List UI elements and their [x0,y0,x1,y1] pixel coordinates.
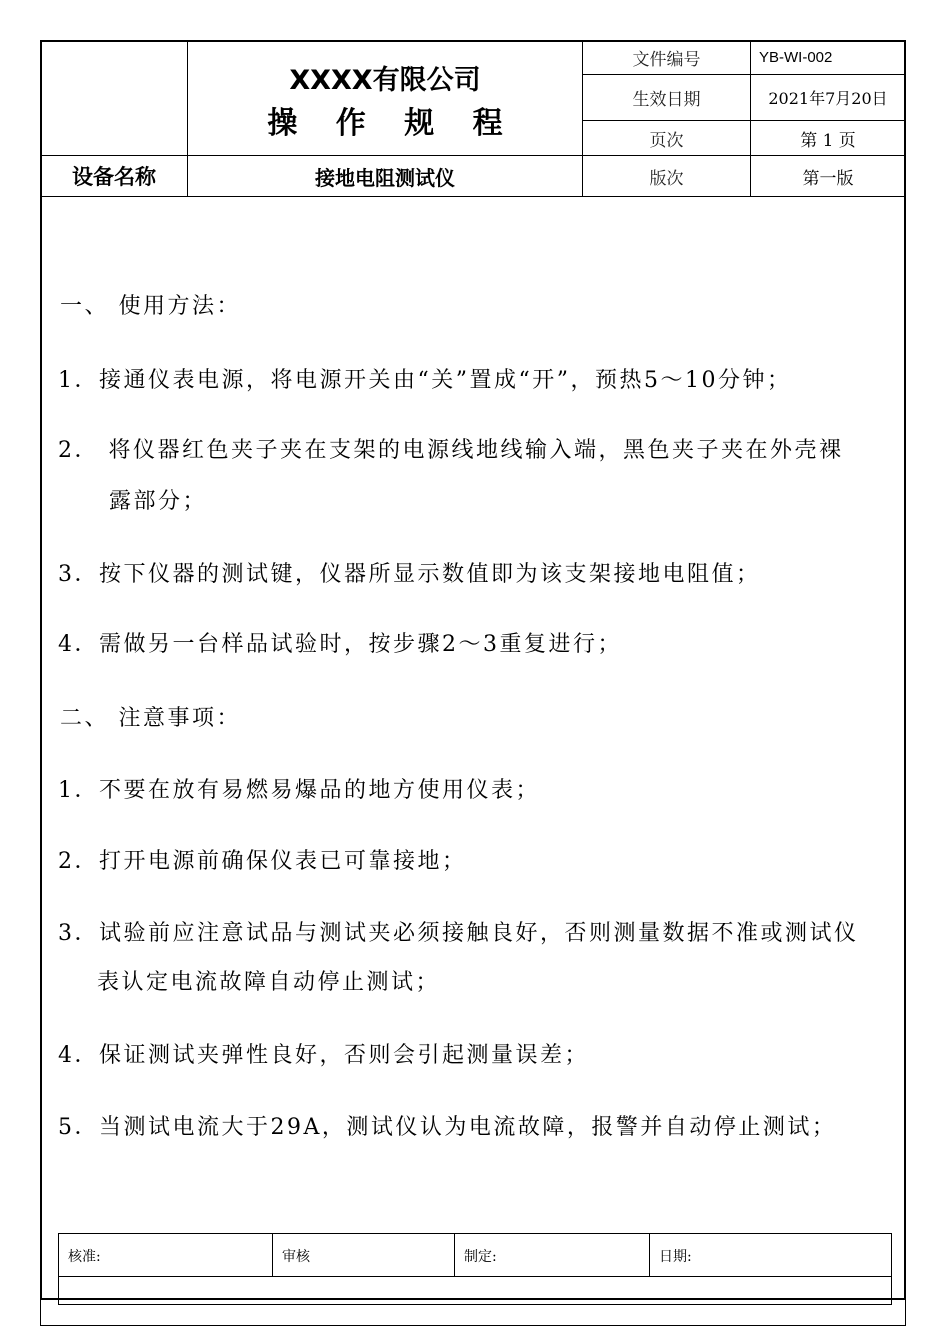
usage-step: 2． 将仪器红色夹子夹在支架的电源线地线输入端，黑色夹子夹在外壳裸 [58,438,844,463]
signoff-table [58,1233,892,1305]
usage-step: 3．按下仪器的测试键，仪器所显示数值即为该支架接地电阻值； [58,562,761,587]
header-rule [41,196,905,197]
approve-label: 核准: [68,1249,101,1265]
precaution-item: 2．打开电源前确保仪表已可靠接地； [58,849,467,874]
page-label: 页次 [649,130,684,151]
page-value: 第 1 页 [800,130,856,151]
version-value: 第一版 [802,168,854,189]
precaution-item: 3．试验前应注意试品与测试夹必须接触良好，否则测量数据不准或测试仪 [58,921,859,946]
usage-step: 1．接通仪表电源，将电源开关由“关”置成“开”，预热5～10分钟； [58,368,792,393]
signoff-row-divider [59,1276,891,1277]
precaution-item: 5．当测试电流大于29A，测试仪认为电流故障，报警并自动停止测试； [58,1115,837,1140]
precaution-item: 4．保证测试夹弹性良好，否则会引起测量误差； [58,1043,589,1068]
frame-bottom-left-rule [40,1300,41,1325]
effective-date-label: 生效日期 [632,90,701,110]
frame-bottom-rule [40,1325,906,1326]
usage-step: 4．需做另一台样品试验时，按步骤2～3重复进行； [58,632,622,657]
date-label: 日期: [659,1249,692,1265]
prepare-label: 制定: [464,1249,497,1265]
device-name-label: 设备名称 [72,165,156,189]
device-name-value: 接地电阻测试仪 [315,165,455,190]
section-heading-precautions: 二、 注意事项： [60,706,241,731]
version-label: 版次 [649,168,684,189]
signoff-column-divider [454,1234,455,1276]
review-label: 审核 [282,1249,310,1265]
usage-step-continued: 露部分； [109,489,208,514]
effective-date-value: 2021年7月20日 [768,89,888,108]
frame-bottom-right-rule [905,1300,906,1325]
section-heading-usage: 一、 使用方法： [60,294,241,319]
signoff-column-divider [272,1234,273,1276]
doc-number-label: 文件编号 [632,50,701,70]
precaution-item: 1．不要在放有易燃易爆品的地方使用仪表； [58,778,540,803]
precaution-item-continued: 表认定电流故障自动停止测试； [97,970,441,995]
company-name: XXXX有限公司 [289,64,481,96]
document-type-title: 操 作 规 程 [267,106,517,141]
document-frame [40,40,906,1300]
doc-number-value: YB-WI-002 [759,49,833,66]
signoff-column-divider [649,1234,650,1276]
